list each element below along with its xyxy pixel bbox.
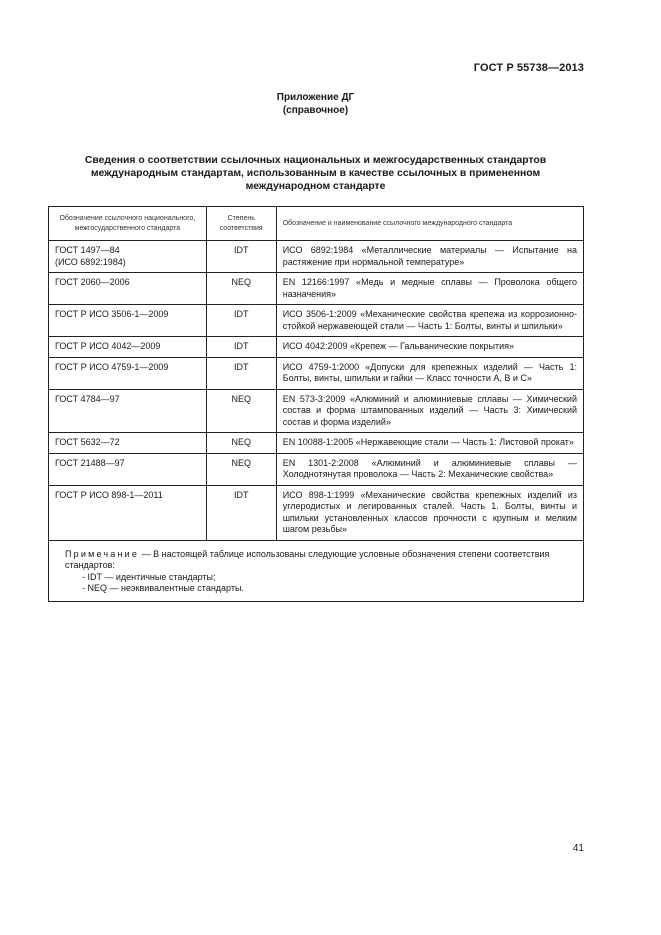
national-standard-id: ГОСТ Р ИСО 4759-1—2009 xyxy=(55,361,169,372)
table-note xyxy=(49,540,584,601)
cell-national-standard xyxy=(49,305,207,337)
table-body xyxy=(49,241,584,541)
national-standard-id: ГОСТ Р ИСО 4042—2009 xyxy=(55,341,161,351)
cell-international-standard: EN 10088-1:2005 «Нержавеющие стали — Часть 1: Листовой прокат» xyxy=(276,433,583,454)
cell-degree: NEQ xyxy=(206,433,276,454)
cell-national-standard xyxy=(49,357,207,389)
cell-national-standard xyxy=(49,485,207,540)
cell-degree: IDT xyxy=(206,241,276,273)
table-note-row xyxy=(49,540,584,601)
cell-national-standard xyxy=(49,337,207,358)
national-standard-id: ГОСТ Р ИСО 898-1—2011 xyxy=(55,489,163,500)
page-number: 41 xyxy=(572,843,584,854)
table-row xyxy=(49,273,584,305)
cell-degree: NEQ xyxy=(206,453,276,485)
national-standard-id: ГОСТ 2060—2006 xyxy=(55,277,130,287)
note-item-idt: - IDT — идентичные стандарты; xyxy=(82,571,216,582)
cell-degree: NEQ xyxy=(206,273,276,305)
table-row xyxy=(49,241,584,273)
table-row xyxy=(49,389,584,433)
appendix-subtitle: (справочное) xyxy=(282,105,349,116)
table-row xyxy=(49,357,584,389)
national-standard-id: ГОСТ 5632—72 xyxy=(55,437,120,447)
national-standard-id: ГОСТ 1497—84 xyxy=(55,245,120,255)
note-label: Примечание xyxy=(65,548,140,559)
standards-correspondence-table xyxy=(48,206,584,602)
table-header-row xyxy=(49,207,584,241)
cell-degree: IDT xyxy=(206,357,276,389)
note-item-neq: - NEQ — неэквивалентные стандарты. xyxy=(82,583,244,593)
cell-international-standard: ИСО 898-1:1999 «Механические свойства крепежных изделий из углеродистых и легированных сталей. Часть 1. Болты, винты и шпильки установленных классов прочности с крупным и мелким шагом резьбы» xyxy=(276,485,583,540)
document-id-header: ГОСТ Р 55738—2013 xyxy=(473,62,584,74)
national-standard-id: ГОСТ 4784—97 xyxy=(55,393,120,404)
cell-international-standard: ИСО 4042:2009 «Крепеж — Гальванические покрытия» xyxy=(276,337,583,358)
table-row xyxy=(49,305,584,337)
cell-national-standard xyxy=(49,273,207,305)
cell-international-standard: EN 12166:1997 «Медь и медные сплавы — Проволока общего назначения» xyxy=(276,273,583,305)
header-national-standard: Обозначение ссылочного национального, межгосударственного стандарта xyxy=(49,207,207,241)
national-standard-id: ГОСТ Р ИСО 3506-1—2009 xyxy=(55,309,169,319)
note-text: — В настоящей таблице использованы следующие условные обозначения степени соответствия стандартов: xyxy=(65,548,550,570)
cell-national-standard xyxy=(49,453,207,485)
national-standard-id: ГОСТ 21488—97 xyxy=(55,457,125,468)
appendix-title: Приложение ДГ xyxy=(276,92,355,103)
cell-international-standard: ИСО 6892:1984 «Металлические материалы — Испытание на растяжение при нормальной температуре» xyxy=(276,241,583,273)
cell-international-standard: ИСО 3506-1:2009 «Механические свойства крепежа из коррозионно-стойкой нержавеющей стали — Часть 1: Болты, винты и шпильки» xyxy=(276,305,583,337)
cell-national-standard xyxy=(49,389,207,433)
table-row xyxy=(49,453,584,485)
cell-national-standard xyxy=(49,433,207,454)
cell-degree: NEQ xyxy=(206,389,276,433)
header-international-standard: Обозначение и наименование ссылочного международного стандарта xyxy=(276,207,583,241)
cell-degree: IDT xyxy=(206,337,276,358)
appendix-heading xyxy=(0,91,631,117)
table-row xyxy=(49,485,584,540)
cell-national-standard xyxy=(49,241,207,273)
table-row xyxy=(49,337,584,358)
header-degree: Степень соответствия xyxy=(206,207,276,241)
cell-international-standard: EN 1301-2:2008 «Алюминий и алюминиевые сплавы — Холоднотянутая проволока — Часть 2: Механические свойства» xyxy=(276,453,583,485)
table-row xyxy=(49,433,584,454)
cell-international-standard: ИСО 4759-1:2000 «Допуски для крепежных изделий — Часть 1: Болты, винты, шпильки и гайки — Класс точности A, B и C» xyxy=(276,357,583,389)
cell-degree: IDT xyxy=(206,305,276,337)
national-standard-equivalent: (ИСО 6892:1984) xyxy=(55,256,126,267)
section-title: Сведения о соответствии ссылочных национальных и межгосударственных стандартов международным стандартам, использованным в качестве ссылочных в примененном международном стандарте xyxy=(84,155,547,192)
cell-international-standard: EN 573-3:2009 «Алюминий и алюминиевые сплавы — Химический состав и форма штампованных изделий — Часть 3: Химический состав и форма изделий» xyxy=(276,389,583,433)
cell-degree: IDT xyxy=(206,485,276,540)
